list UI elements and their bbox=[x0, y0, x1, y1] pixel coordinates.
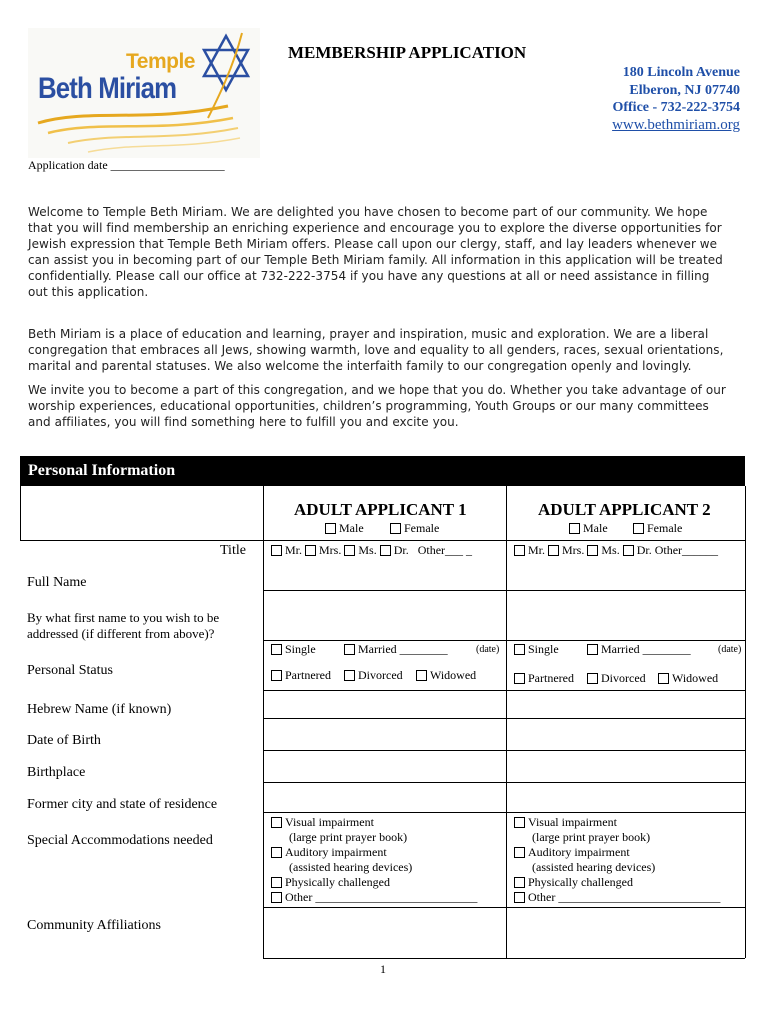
column-header-applicant-2: ADULT APPLICANT 2 bbox=[538, 500, 711, 519]
checkbox-icon[interactable] bbox=[587, 644, 598, 655]
checkbox-icon[interactable] bbox=[325, 523, 336, 534]
row-label-community-affiliations: Community Affiliations bbox=[27, 918, 161, 933]
row-label-title: Title bbox=[220, 543, 246, 558]
checkbox-icon[interactable] bbox=[514, 673, 525, 684]
checkbox-icon[interactable] bbox=[514, 545, 525, 556]
checkbox-icon[interactable] bbox=[344, 670, 355, 681]
checkbox-icon[interactable] bbox=[514, 877, 525, 888]
checkbox-icon[interactable] bbox=[271, 892, 282, 903]
website-link[interactable]: www.bethmiriam.org bbox=[612, 116, 740, 133]
row-label-former-city: Former city and state of residence bbox=[27, 797, 218, 812]
checkbox-icon[interactable] bbox=[271, 847, 282, 858]
accommodations-applicant-1[interactable]: Visual impairment (large print prayer book) Auditory impairment (assisted hearing devices) Physically challenged Other ___________________________ bbox=[271, 815, 477, 905]
gender-female-checkbox-2[interactable]: Female bbox=[633, 521, 682, 536]
title-options-applicant-2[interactable]: Mr. Mrs. Ms. Dr. Other______ bbox=[514, 543, 718, 558]
checkbox-icon[interactable] bbox=[390, 523, 401, 534]
checkbox-icon[interactable] bbox=[416, 670, 427, 681]
temple-logo bbox=[28, 28, 260, 158]
row-label-personal-status: Personal Status bbox=[27, 663, 113, 678]
checkbox-icon[interactable] bbox=[344, 644, 355, 655]
row-label-full-name: Full Name bbox=[27, 575, 87, 590]
status-single-checkbox-2[interactable]: Single bbox=[514, 642, 559, 657]
invitation-paragraph: We invite you to become a part of this congregation, and we hope that you do. Whether you take advantage of our worship experiences, educational opportunities, children’s programming, Youth Groups or our many committees and affiliates, you will find something here to fulfill you and excite you. bbox=[28, 383, 726, 429]
checkbox-icon[interactable] bbox=[271, 877, 282, 888]
row-label-hebrew-name: Hebrew Name (if known) bbox=[27, 702, 172, 717]
checkbox-icon[interactable] bbox=[271, 545, 282, 556]
status-single-checkbox-1[interactable]: Single bbox=[271, 642, 316, 657]
checkbox-icon[interactable] bbox=[623, 545, 634, 556]
checkbox-icon[interactable] bbox=[633, 523, 644, 534]
checkbox-icon[interactable] bbox=[380, 545, 391, 556]
column-header-applicant-1: ADULT APPLICANT 1 bbox=[294, 500, 467, 519]
checkbox-icon[interactable] bbox=[658, 673, 669, 684]
application-date-field[interactable]: Application date ___________________ bbox=[28, 158, 225, 172]
welcome-paragraph: Welcome to Temple Beth Miriam. We are delighted you have chosen to become part of our community. We hope that you will find membership an enriching experience and encourage you to explore the diverse opportunities for Jewish expression that Temple Beth Miriam offers. Please call upon our clergy, staff, and lay leaders whenever we can assist you in becoming part of our Temple Beth Miriam family. All information in this application will be treated confidentially. Please call our office at 732-222-3754 if you have any questions at all or need assistance in filling out this application. bbox=[28, 205, 723, 299]
row-label-date-of-birth: Date of Birth bbox=[27, 733, 101, 748]
checkbox-icon[interactable] bbox=[514, 892, 525, 903]
gender-male-checkbox-2[interactable]: Male bbox=[569, 521, 608, 536]
status-widowed-checkbox-1[interactable]: Widowed bbox=[416, 668, 476, 683]
status-married-checkbox-1[interactable]: Married ________ bbox=[344, 642, 448, 657]
gender-male-checkbox-1[interactable]: Male bbox=[325, 521, 364, 536]
address-office-phone: Office - 732-222-3754 bbox=[612, 100, 740, 115]
address-block bbox=[612, 64, 740, 134]
gender-female-checkbox-1[interactable]: Female bbox=[390, 521, 439, 536]
address-street: 180 Lincoln Avenue bbox=[622, 65, 740, 80]
checkbox-icon[interactable] bbox=[514, 817, 525, 828]
checkbox-icon[interactable] bbox=[587, 545, 598, 556]
checkbox-icon[interactable] bbox=[569, 523, 580, 534]
address-city: Elberon, NJ 07740 bbox=[629, 82, 740, 98]
checkbox-icon[interactable] bbox=[271, 644, 282, 655]
about-paragraph: Beth Miriam is a place of education and learning, prayer and inspiration, music and exploration. We are a liberal congregation that embraces all Jews, showing warmth, love and equality to all genders, races, sexual orientations, marital and parental statuses. We also welcome the interfaith family to our congregation openly and lovingly. bbox=[28, 327, 724, 373]
status-widowed-checkbox-2[interactable]: Widowed bbox=[658, 671, 718, 686]
title-options-applicant-1[interactable]: Mr. Mrs. Ms. Dr. Other___ _ bbox=[271, 543, 472, 558]
checkbox-icon[interactable] bbox=[305, 545, 316, 556]
row-label-first-name: By what first name to you wish to be addressed (if different from above)? bbox=[27, 610, 220, 641]
checkbox-icon[interactable] bbox=[271, 670, 282, 681]
status-married-checkbox-2[interactable]: Married ________ bbox=[587, 642, 691, 657]
checkbox-icon[interactable] bbox=[514, 644, 525, 655]
logo-beth-miriam-text: Beth Miriam bbox=[38, 72, 177, 105]
checkbox-icon[interactable] bbox=[271, 817, 282, 828]
married-date-label-2: (date) bbox=[718, 644, 742, 655]
logo-temple-text: Temple bbox=[126, 50, 195, 73]
checkbox-icon[interactable] bbox=[548, 545, 559, 556]
married-date-label-1: (date) bbox=[476, 644, 500, 655]
row-label-special-accommodations: Special Accommodations needed bbox=[27, 833, 213, 848]
page-title: MEMBERSHIP APPLICATION bbox=[288, 43, 527, 62]
checkbox-icon[interactable] bbox=[587, 673, 598, 684]
checkbox-icon[interactable] bbox=[514, 847, 525, 858]
accommodations-applicant-2[interactable]: Visual impairment (large print prayer book) Auditory impairment (assisted hearing devices) Physically challenged Other ___________________________ bbox=[514, 815, 720, 905]
page-number: 1 bbox=[380, 962, 386, 976]
status-divorced-checkbox-1[interactable]: Divorced bbox=[344, 668, 403, 683]
row-label-birthplace: Birthplace bbox=[27, 765, 86, 780]
status-divorced-checkbox-2[interactable]: Divorced bbox=[587, 671, 646, 686]
status-partnered-checkbox-2[interactable]: Partnered bbox=[514, 671, 574, 686]
section-header-personal-information: Personal Information bbox=[20, 456, 745, 486]
checkbox-icon[interactable] bbox=[344, 545, 355, 556]
status-partnered-checkbox-1[interactable]: Partnered bbox=[271, 668, 331, 683]
